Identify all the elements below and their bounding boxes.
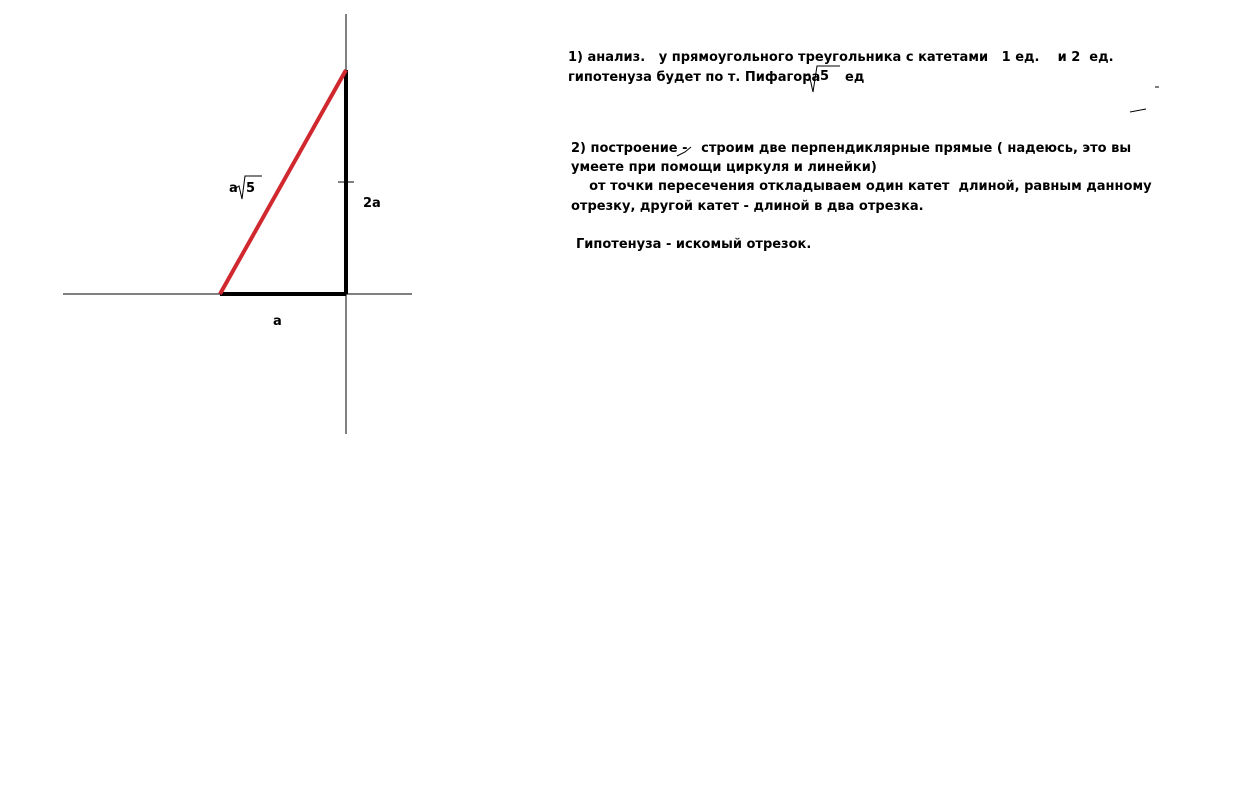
hypotenuse [220,70,346,294]
analysis-line-1: 1) анализ. у прямоугольного треугольника с катетами 1 ед. и 2 ед. [568,50,1114,65]
stray-mark [1130,109,1146,112]
conclusion-line: Гипотенуза - искомый отрезок. [576,237,812,252]
hypotenuse-label-radicand: 5 [246,181,256,196]
construction-line-2: умеете при помощи циркуля и линейки) [571,160,877,175]
hypotenuse-label-coefficient: a [229,181,238,196]
vertical-leg-label: 2a [363,196,381,211]
analysis-radicand: 5 [820,69,830,84]
analysis-unit: ед [845,70,865,85]
construction-line-3: от точки пересечения откладываем один катет длиной, равным данному [571,179,1152,194]
construction-line-4: отрезку, другой катет - длиной в два отрезка. [571,199,924,214]
analysis-line-2: гипотенуза будет по т. Пифагора [568,70,821,85]
construction-line-1: 2) построение - строим две перпендиклярные прямые ( надеюсь, это вы [571,141,1132,156]
horizontal-leg-label: a [273,314,282,329]
